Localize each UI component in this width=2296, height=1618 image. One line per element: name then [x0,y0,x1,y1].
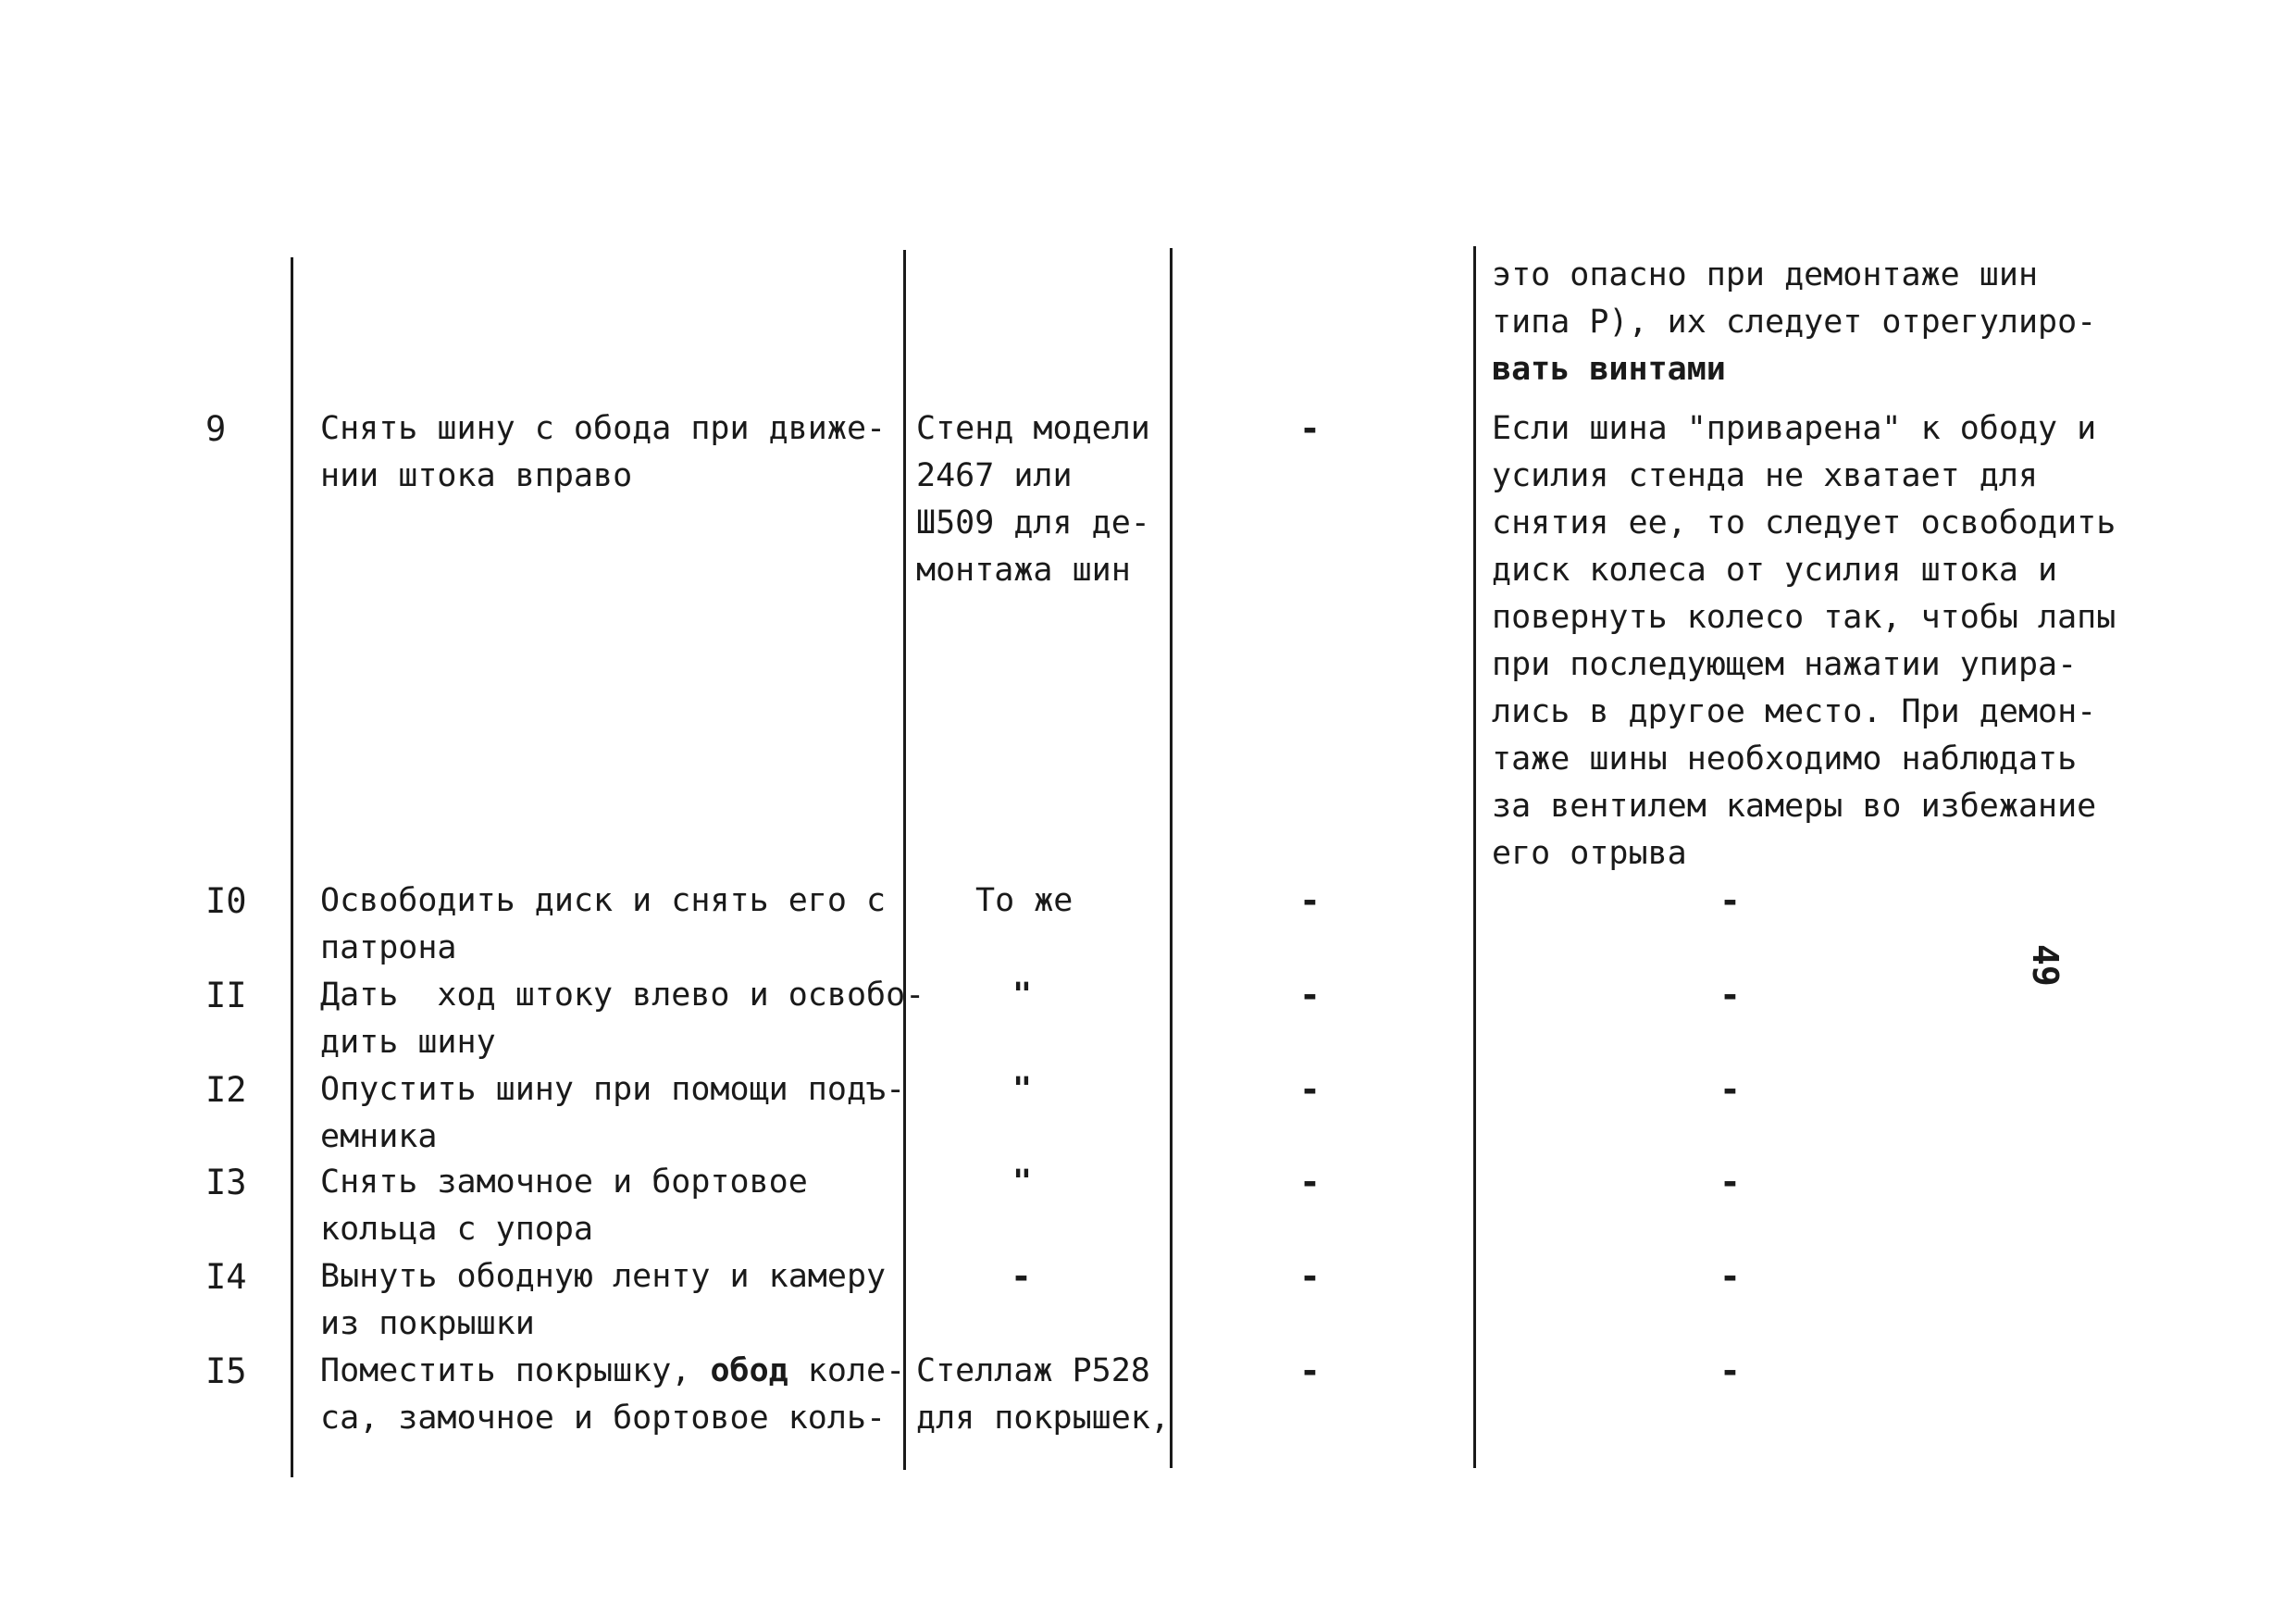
row-equipment: - [1011,1256,1032,1297]
row-action-line: Дать ход штоку влево и освобо- [320,977,925,1014]
row-col4: - [1299,1069,1321,1110]
row-number: I5 [205,1351,247,1391]
row-col4: - [1299,1162,1321,1202]
row-equipment-ditto: " [1012,1071,1033,1108]
remark-line: типа Р), их следует отрегулиро- [1492,304,2097,341]
row-equipment-line: 2467 или [916,457,1073,494]
action-text-bold: обод [710,1352,788,1389]
row-equipment-line: Стеллаж Р528 [916,1352,1150,1389]
row-action-line: кольца с упора [320,1211,594,1248]
row-action-line: Вынуть ободную ленту и камеру [320,1258,887,1295]
row-col4: - [1299,1256,1321,1297]
row-remark: - [1719,880,1741,921]
row-number: I4 [205,1257,247,1297]
row-action-line: дить шину [320,1024,496,1061]
row-remark: - [1719,1256,1741,1297]
row-remark-line: лись в другое место. При демон- [1492,693,2097,730]
row-equipment-line: Стенд модели [916,410,1150,447]
remark-line: вать винтами [1492,351,1726,388]
row-number: I0 [205,881,247,921]
row-action-line: из покрышки [320,1305,535,1342]
row-col4: - [1299,408,1321,449]
column-divider-3 [1170,248,1173,1468]
row-equipment-line: То же [975,882,1074,919]
row-action-line [320,1348,905,1395]
action-text: коле- [788,1352,906,1389]
row-action-line: Освободить диск и снять его с [320,882,887,919]
row-remark-line: таже шины необходимо наблюдать [1492,741,2078,778]
row-equipment-line: для покрышек, [916,1400,1170,1437]
row-remark-line: Если шина "приварена" к ободу и [1492,410,2097,447]
column-divider-2 [903,250,906,1470]
row-remark-line: усилия стенда не хватает для [1492,457,2039,494]
row-equipment-line: монтажа шин [916,552,1131,589]
row-remark: - [1719,1162,1741,1202]
row-remark-line: диск колеса от усилия штока и [1492,552,2058,589]
row-number: 9 [205,409,227,449]
row-action-line: емника [320,1118,438,1155]
row-remark: - [1719,1069,1741,1110]
column-divider-4 [1473,246,1476,1468]
row-equipment-line: Ш509 для де- [916,504,1150,541]
row-action-line: са, замочное и бортовое коль- [320,1400,887,1437]
row-number: I2 [205,1070,247,1110]
row-action-line: патрона [320,929,457,966]
row-action-line: Снять шину с обода при движе- [320,410,887,447]
row-col4: - [1299,975,1321,1015]
row-remark-line: при последующем нажатии упира- [1492,646,2078,683]
page-number: 49 [2025,944,2066,987]
row-number: II [205,976,247,1015]
row-remark: - [1719,975,1741,1015]
remark-line: это опасно при демонтаже шин [1492,256,2039,293]
action-text: Поместить покрышку, [320,1352,711,1389]
row-remark-line: его отрыва [1492,835,1687,872]
row-action-line: Снять замочное и бортовое [320,1164,808,1201]
row-number: I3 [205,1163,247,1202]
row-remark-line: за вентилем камеры во избежание [1492,788,2097,825]
row-action-line: Опустить шину при помощи подъ- [320,1071,906,1108]
row-remark-line: повернуть колесо так, чтобы лапы [1492,599,2116,636]
row-col4: - [1299,1350,1321,1391]
row-action-line: нии штока вправо [320,457,633,494]
row-remark: - [1719,1350,1741,1391]
row-remark-line: снятия ее, то следует освободить [1492,504,2116,541]
row-col4: - [1299,880,1321,921]
row-equipment-ditto: " [1012,977,1033,1014]
row-equipment-ditto: " [1012,1164,1033,1201]
column-divider-1 [291,257,293,1477]
